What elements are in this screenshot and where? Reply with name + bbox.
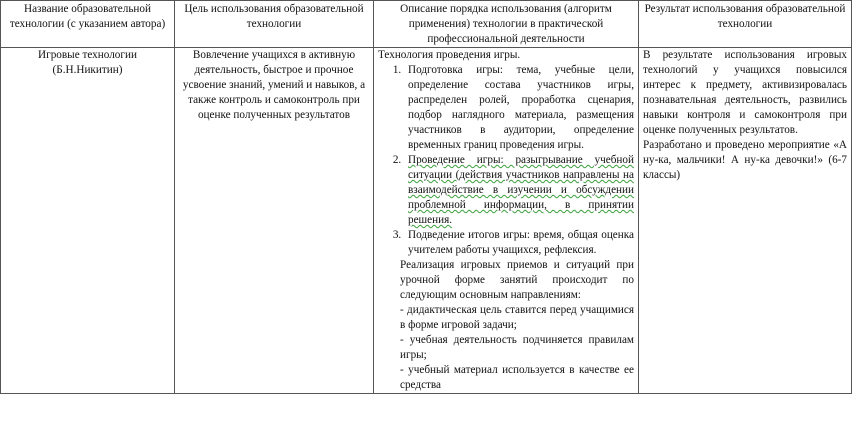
realization-text: Реализация игровых приемов и ситуаций при урочной форме занятий происходит по следующим основным направлениям: (400, 259, 634, 301)
direction-item-1: - дидактическая цель ставится перед учащимися в форме игровой задачи; (400, 304, 634, 331)
header-description: Описание порядка использования (алгоритм применения) технологии в практической профессиональной деятельности (374, 1, 639, 48)
goal-text: Вовлечение учащихся в активную деятельность, быстрое и прочное усвоение знаний, умений и навыков, а также контроль и самоконтроль при оценке полученных результатов (182, 49, 366, 121)
description-intro: Технология проведения игры. (378, 49, 521, 61)
cell-description (374, 48, 639, 394)
direction-item-3: - учебный материал используется в качестве ее средства (400, 364, 634, 391)
header-goal: Цель использования образовательной технологии (175, 1, 374, 48)
technology-name-text: Игровые технологии (Б.Н.Никитин) (38, 49, 137, 76)
steps-list (378, 63, 634, 258)
header-row (1, 1, 852, 48)
direction-item-2: - учебная деятельность подчиняется правилам игры; (400, 334, 634, 361)
table-row (1, 48, 852, 394)
list-item-step-2: 2. Проведение игры: разыгрывание учебной ситуации (действия участников направлены на взаимодействие в изучении и обсуждении проблемной информации, в принятии решения. (404, 153, 634, 228)
list-item-step-1: 1. Подготовка игры: тема, учебные цели, определение состава участников игры, распределен ролей, проработка сценария, подбор наглядного материала, размещения участников в аудитории, определение временных границ проведения игры. (404, 63, 634, 153)
list-item-step-3: 3. Подведение итогов игры: время, общая оценка учителем работы учащихся, рефлексия. (404, 228, 634, 258)
header-result: Результат использования образовательной технологии (639, 1, 852, 48)
header-technology-name: Название образовательной технологии (с указанием автора) (1, 1, 175, 48)
result-paragraph-2: Разработано и проведено мероприятие «А ну-ка, мальчики! А ну-ка девочки!» (6-7 классы) (643, 139, 847, 181)
cell-goal (175, 48, 374, 394)
result-paragraph-1: В результате использования игровых технологий у учащихся повысился интерес к предмету, активизировалась познавательная деятельность, развились навыки контроля и самоконтроля при оценке полученных результатов. (643, 49, 847, 136)
cell-technology-name (1, 48, 175, 394)
cell-result (639, 48, 852, 394)
